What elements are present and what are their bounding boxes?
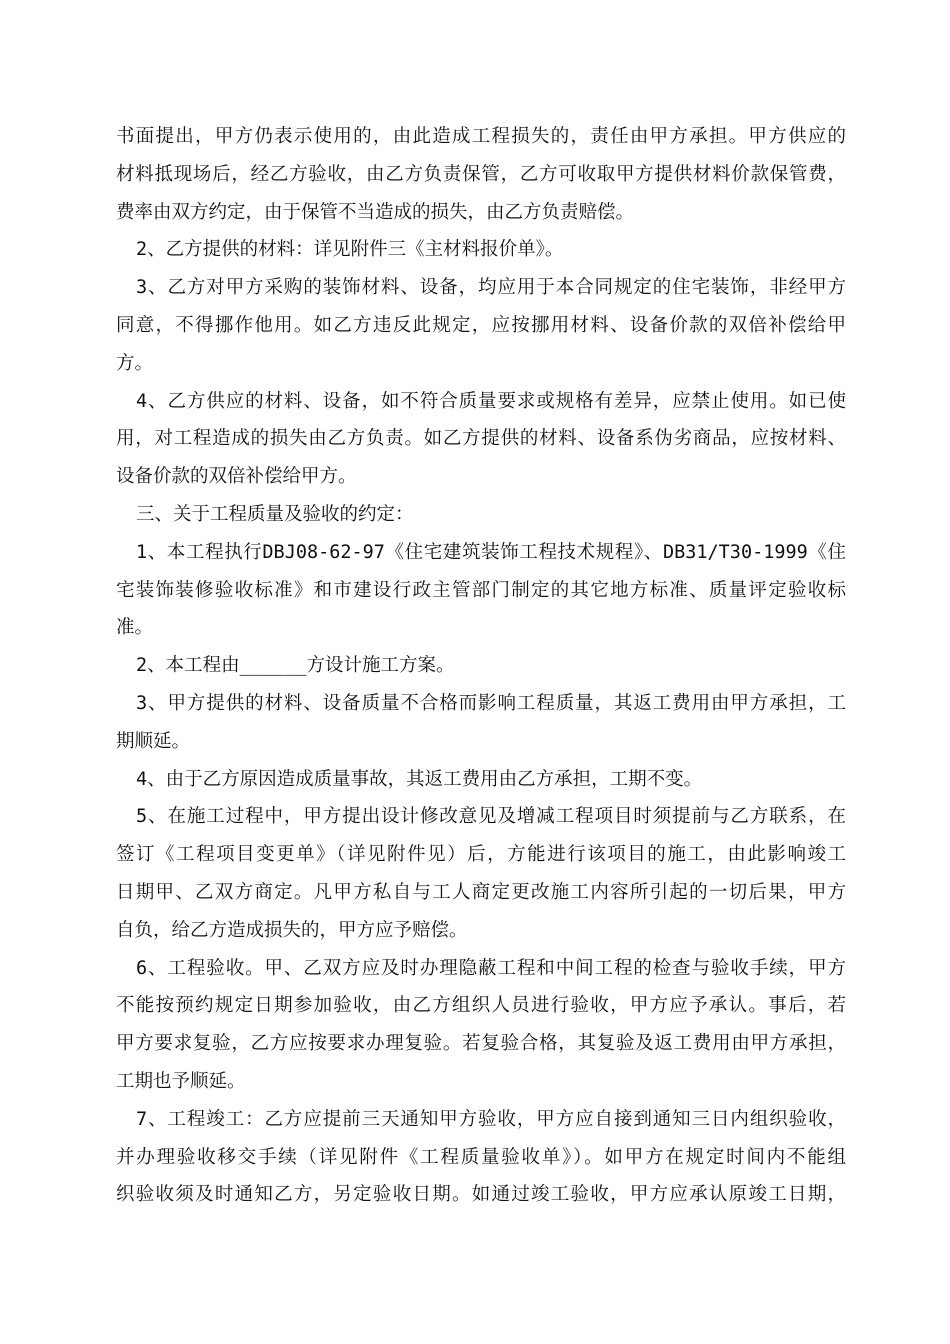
- text-line: 7、工程竣工：乙方应提前三天通知甲方验收，甲方应自接到通知三日内组织验收，: [136, 1108, 846, 1130]
- text-line: 准。: [116, 617, 154, 639]
- text-line: 设备价款的双倍补偿给甲方。: [116, 466, 357, 488]
- text-line: 4、乙方供应的材料、设备，如不符合质量要求或规格有差异，应禁止使用。如已使: [136, 390, 846, 412]
- document-body: [116, 118, 846, 1214]
- text-line: 6、工程验收。甲、乙双方应及时办理隐蔽工程和中间工程的检查与验收手续，甲方: [136, 957, 846, 979]
- text-line: 甲方要求复验，乙方应按要求办理复验。若复验合格，其复验及返工费用由甲方承担，: [116, 1033, 846, 1055]
- text-line: 4、由于乙方原因造成质量事故，其返工费用由乙方承担，工期不变。: [136, 768, 703, 790]
- text-line: 方。: [116, 352, 154, 374]
- text-line: 自负，给乙方造成损失的，甲方应予赔偿。: [116, 919, 468, 941]
- text-line: 织验收须及时通知乙方，另定验收日期。如通过竣工验收，甲方应承认原竣工日期，: [116, 1184, 846, 1206]
- text-line: 并办理验收移交手续（详见附件《工程质量验收单》）。如甲方在规定时间内不能组: [116, 1146, 846, 1168]
- text-line: 2、乙方提供的材料：详见附件三《主材料报价单》。: [136, 239, 564, 261]
- text-line: 1、本工程执行DBJ08-62-97《住宅建筑装饰工程技术规程》、DB31/T30-1999《住: [136, 541, 846, 563]
- text-line: 同意，不得挪作他用。如乙方违反此规定，应按挪用材料、设备价款的双倍补偿给甲: [116, 314, 846, 336]
- section-heading: 三、关于工程质量及验收的约定：: [136, 503, 414, 525]
- text-line: 3、甲方提供的材料、设备质量不合格而影响工程质量，其返工费用由甲方承担，工: [136, 692, 846, 714]
- text-line: 签订《工程项目变更单》（详见附件见）后，方能进行该项目的施工，由此影响竣工: [116, 844, 846, 866]
- text-line: 2、本工程由______方设计施工方案。: [136, 655, 455, 677]
- text-line: 期顺延。: [116, 730, 191, 752]
- text-line: 5、在施工过程中，甲方提出设计修改意见及增减工程项目时须提前与乙方联系，在: [136, 806, 846, 828]
- text-line: 日期甲、乙双方商定。凡甲方私自与工人商定更改施工内容所引起的一切后果，甲方: [116, 881, 846, 903]
- text-line: 不能按预约规定日期参加验收，由乙方组织人员进行验收，甲方应予承认。事后，若: [116, 995, 846, 1017]
- text-line: 书面提出，甲方仍表示使用的，由此造成工程损失的，责任由甲方承担。甲方供应的: [116, 126, 846, 147]
- text-line: 费率由双方约定，由于保管不当造成的损失，由乙方负责赔偿。: [116, 201, 635, 223]
- text-line: 材料抵现场后，经乙方验收，由乙方负责保管，乙方可收取甲方提供材料价款保管费，: [116, 163, 846, 185]
- text-line: 宅装饰装修验收标准》和市建设行政主管部门制定的其它地方标准、质量评定验收标: [116, 579, 846, 601]
- text-line: 3、乙方对甲方采购的装饰材料、设备，均应用于本合同规定的住宅装饰，非经甲方: [136, 277, 846, 299]
- text-line: 用，对工程造成的损失由乙方负责。如乙方提供的材料、设备系伪劣商品，应按材料、: [116, 428, 846, 450]
- text-line: 工期也予顺延。: [116, 1070, 246, 1092]
